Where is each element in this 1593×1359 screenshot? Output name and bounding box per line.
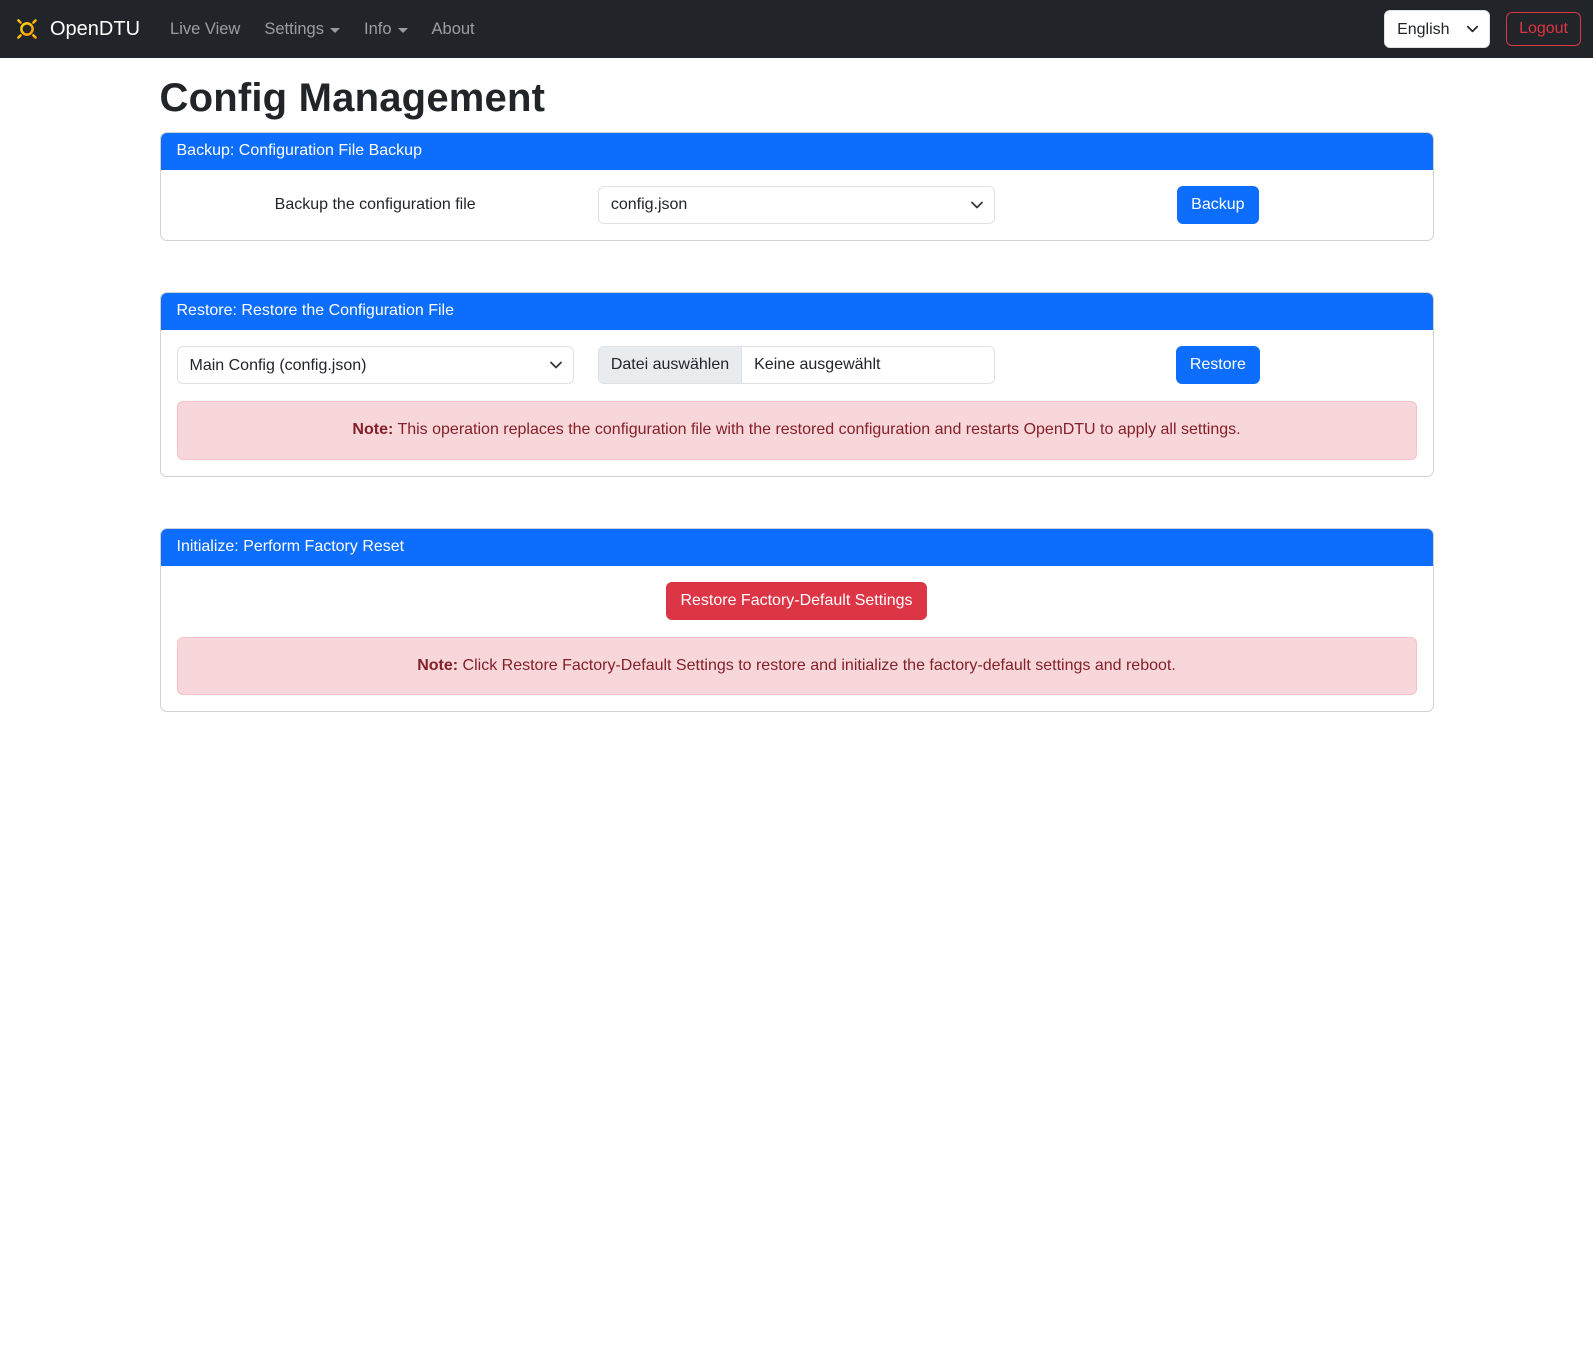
backup-file-label: Backup the configuration file — [274, 195, 476, 213]
backup-button[interactable]: Backup — [1177, 186, 1258, 224]
brand-link[interactable] — [12, 14, 140, 44]
brand-text: OpenDTU — [50, 17, 141, 40]
factory-reset-card-body — [161, 566, 1433, 712]
nav-item-label: Settings — [264, 19, 324, 38]
navbar-right — [1384, 10, 1581, 48]
backup-file-select[interactable] — [598, 186, 995, 224]
language-select-wrap — [1384, 10, 1490, 48]
nav-item-label: About — [431, 19, 475, 38]
restore-select-wrap — [177, 346, 574, 384]
backup-card-body — [161, 170, 1433, 240]
restore-config-select[interactable] — [177, 346, 574, 384]
logout-button[interactable]: Logout — [1506, 12, 1581, 46]
nav-item-label: Live View — [170, 19, 241, 38]
restore-file-input[interactable] — [598, 346, 995, 384]
restore-card — [160, 292, 1434, 477]
nav-links — [158, 12, 487, 47]
navbar — [0, 0, 1593, 58]
note-text: This operation replaces the configuration file with the restored configuration and restarts OpenDTU to apply all settings. — [393, 421, 1241, 439]
backup-select-wrap — [598, 186, 995, 224]
factory-reset-card — [160, 528, 1434, 713]
sun-logo-icon — [12, 14, 42, 44]
nav-item-label: Info — [363, 19, 392, 38]
note-label: Note: — [417, 656, 459, 674]
nav-item-settings[interactable] — [252, 12, 352, 47]
note-label: Note: — [352, 421, 394, 439]
backup-card — [160, 132, 1434, 241]
file-status-text: Keine ausgewählt — [754, 356, 881, 374]
factory-reset-note-alert — [177, 637, 1417, 695]
page-title: Config Management — [159, 76, 546, 120]
main-content — [160, 76, 1434, 712]
factory-reset-card-header: Initialize: Perform Factory Reset — [161, 529, 1433, 566]
restore-card-body — [161, 330, 1433, 476]
factory-reset-button[interactable]: Restore Factory-Default Settings — [666, 582, 926, 620]
nav-item-about[interactable] — [420, 12, 487, 47]
restore-note-alert — [177, 401, 1417, 459]
caret-down-icon — [398, 28, 408, 33]
note-text: Click Restore Factory-Default Settings to restore and initialize the factory-default settings and reboot. — [458, 656, 1176, 674]
caret-down-icon — [330, 28, 340, 33]
nav-item-live-view[interactable] — [158, 12, 252, 47]
nav-item-info[interactable] — [352, 12, 420, 47]
restore-card-header: Restore: Restore the Configuration File — [161, 293, 1433, 330]
backup-card-header: Backup: Configuration File Backup — [161, 133, 1433, 170]
file-choose-button[interactable]: Datei auswählen — [599, 347, 742, 383]
restore-button[interactable]: Restore — [1176, 346, 1260, 384]
language-select[interactable] — [1384, 10, 1490, 48]
